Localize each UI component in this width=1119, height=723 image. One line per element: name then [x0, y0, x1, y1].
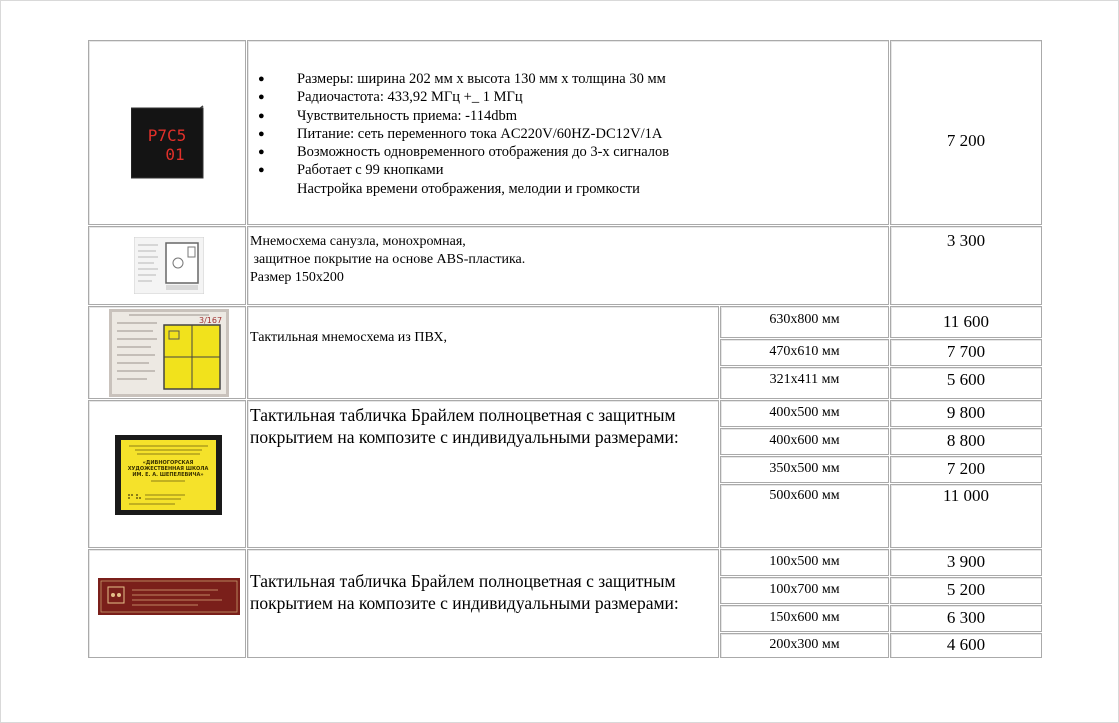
- list-item: ● Чувствительность приема: -114dbm: [258, 107, 518, 124]
- size-value: 100х500 мм: [769, 554, 840, 569]
- price-cell: [890, 577, 1042, 604]
- size-cell: [720, 484, 889, 548]
- price: 7 200: [946, 131, 986, 150]
- row3-description-cell: [247, 306, 719, 399]
- description-line: Мнемосхема санузла, монохромная,: [250, 234, 466, 249]
- product-title-line: покрытием на композите с индивидуальными размерами:: [250, 593, 679, 613]
- row3-image-cell: [88, 306, 246, 399]
- product-title-line: Тактильная табличка Брайлем полноцветная с защитным: [250, 571, 676, 591]
- brown-braille-sign-image: [98, 578, 240, 615]
- row2-price-cell: [890, 226, 1042, 305]
- price: 5 200: [946, 580, 986, 599]
- price-cell: [890, 428, 1042, 455]
- row5-description-cell: [247, 549, 719, 658]
- size-cell: [720, 456, 889, 483]
- price: 11 000: [942, 486, 990, 505]
- size-value: 200х300 мм: [769, 637, 840, 652]
- product-title-line: Тактильная табличка Брайлем полноцветная с защитным: [250, 405, 676, 425]
- price: 3 300: [946, 231, 986, 250]
- size-value: 321х411 мм: [769, 372, 840, 387]
- size-cell: [720, 428, 889, 455]
- price: 5 600: [946, 370, 986, 389]
- size-cell: [720, 306, 889, 338]
- price: 7 700: [946, 342, 986, 361]
- size-value: 470х610 мм: [769, 344, 840, 359]
- row4-description-cell: [247, 400, 719, 548]
- row4-image-cell: [88, 400, 246, 548]
- size-value: 150х600 мм: [769, 610, 840, 625]
- row2-image-cell: [88, 226, 246, 305]
- size-cell: [720, 367, 889, 399]
- size-cell: [720, 549, 889, 576]
- size-value: 100х700 мм: [769, 582, 840, 597]
- price: 7 200: [946, 459, 986, 478]
- display-digits-top: P7C5: [147, 126, 187, 145]
- tactile-pvc-diagram-image: [109, 309, 229, 397]
- price-cell: [890, 400, 1042, 427]
- size-value: 500х600 мм: [769, 488, 840, 503]
- size-cell: [720, 633, 889, 658]
- yellow-braille-sign-image: [115, 435, 222, 515]
- description-line: защитное покрытие на основе ABS-пластика.: [250, 252, 526, 267]
- size-cell: [720, 400, 889, 427]
- row1-image-cell: [88, 40, 246, 225]
- price-cell: [890, 367, 1042, 399]
- list-item: ● Возможность одновременного отображения до 3-х сигналов: [258, 144, 670, 161]
- product-title: Тактильная мнемосхема из ПВХ,: [250, 330, 448, 345]
- size-cell: [720, 605, 889, 632]
- svg-text:ИМ. Е. А. ШЕПЕЛЕВИЧА»: ИМ. Е. А. ШЕПЕЛЕВИЧА»: [132, 472, 204, 478]
- price-cell: [890, 484, 1042, 548]
- list-item: ● Размеры: ширина 202 мм х высота 130 мм х толщина 30 мм: [258, 71, 666, 87]
- description-line: Размер 150х200: [250, 270, 344, 285]
- svg-text:3/167: 3/167: [199, 316, 223, 325]
- restroom-mnemonic-diagram-image: [134, 237, 204, 294]
- display-digits-bottom: 01: [165, 145, 185, 164]
- spec-list: [256, 70, 669, 198]
- list-item: ● Работает с 99 кнопками: [258, 162, 444, 179]
- spec-note: Настройка времени отображения, мелодии и громкости: [297, 180, 640, 197]
- svg-text:ХУДОЖЕСТВЕННАЯ ШКОЛА: ХУДОЖЕСТВЕННАЯ ШКОЛА: [127, 466, 209, 472]
- price: 9 800: [946, 403, 986, 422]
- size-value: 400х600 мм: [769, 433, 840, 448]
- row1-description-cell: [247, 40, 889, 225]
- list-item: ● Радиочастота: 433,92 МГц +_ 1 МГц: [258, 89, 523, 106]
- price: 11 600: [942, 312, 990, 331]
- price: 3 900: [946, 552, 986, 571]
- svg-text:«ДИВНОГОРСКАЯ: «ДИВНОГОРСКАЯ: [142, 460, 194, 466]
- size-value: 400х500 мм: [769, 405, 840, 420]
- list-item: ● Питание: сеть переменного тока AC220V/60HZ-DC12V/1A: [258, 125, 663, 142]
- led-pager-display-image: [131, 105, 203, 180]
- price: 6 300: [946, 608, 986, 627]
- row5-image-cell: [88, 549, 246, 658]
- size-cell: [720, 339, 889, 366]
- row2-description-cell: [247, 226, 889, 305]
- price-cell: [890, 339, 1042, 366]
- price-cell: [890, 605, 1042, 632]
- size-value: 630х800 мм: [769, 312, 840, 327]
- price-cell: [890, 456, 1042, 483]
- price: 8 800: [946, 431, 986, 450]
- size-value: 350х500 мм: [769, 461, 840, 476]
- size-cell: [720, 577, 889, 604]
- product-title-line: покрытием на композите с индивидуальными размерами:: [250, 427, 679, 447]
- price: 4 600: [946, 635, 986, 654]
- price-cell: [890, 306, 1042, 338]
- price-cell: [890, 633, 1042, 658]
- row1-price-cell: [890, 40, 1042, 225]
- price-cell: [890, 549, 1042, 576]
